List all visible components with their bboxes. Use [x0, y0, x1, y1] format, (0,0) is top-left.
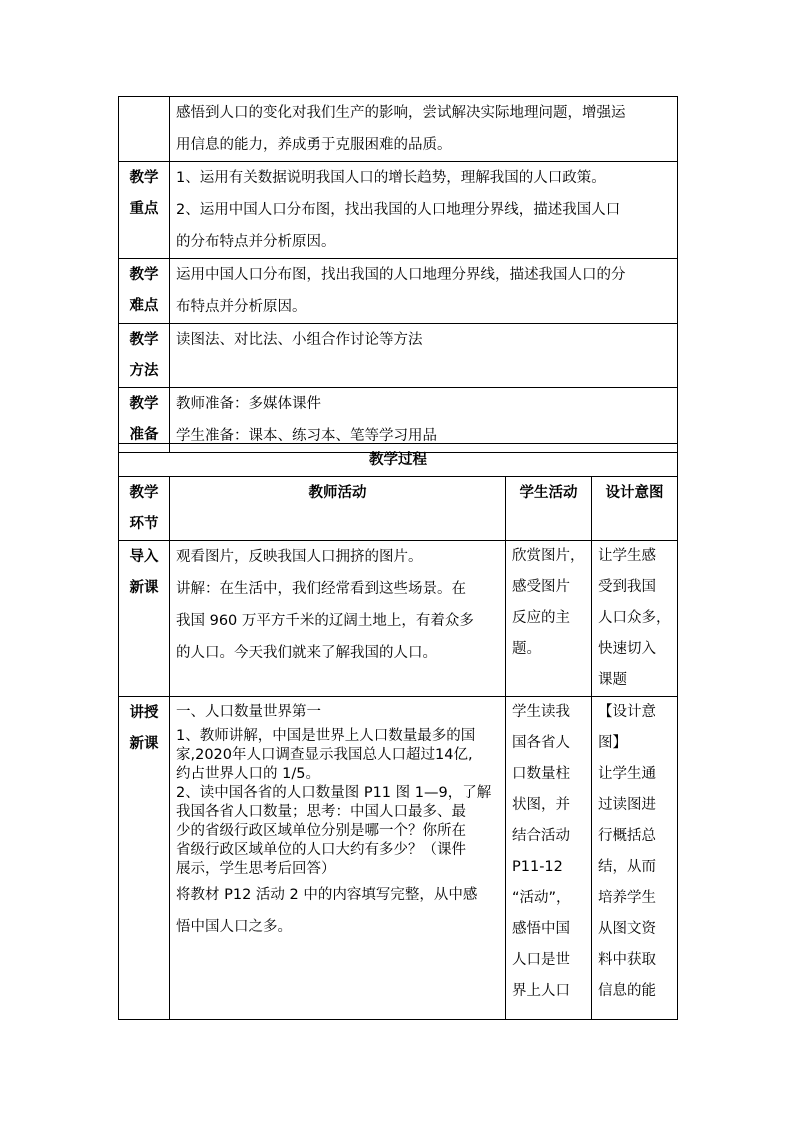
row-content: 1、运用有关数据说明我国人口的增长趋势，理解我国的人口政策。 2、运用中国人口分布图，找出我国的人口地理分界线，描述我国人口 的分布特点并分析原因。 — [170, 162, 678, 259]
lesson-plan-table — [118, 96, 678, 453]
design-intent-cell: 让学生感 受到我国 人口众多， 快速切入 课题 — [592, 541, 678, 697]
process-title: 教学过程 — [119, 444, 678, 477]
header-stage: 教学 环节 — [119, 477, 170, 541]
table-row — [119, 162, 678, 259]
header-student-activity: 学生活动 — [506, 477, 592, 541]
row-label: 教学 难点 — [119, 259, 170, 324]
table-row — [119, 97, 678, 162]
table-row — [119, 697, 678, 1020]
header-design-intent: 设计意图 — [592, 477, 678, 541]
row-label: 教学 方法 — [119, 324, 170, 388]
row-content: 读图法、对比法、小组合作讨论等方法 — [170, 324, 678, 388]
row-label — [119, 97, 170, 162]
design-intent-cell: 【设计意 图】 让学生通 过读图进 行概括总 结，从而 培养学生 从图文资 料中获取 信息的能 — [592, 697, 678, 1020]
row-content: 教师准备：多媒体课件 学生准备：课本、练习本、笔等学习用品 — [170, 388, 678, 453]
student-activity-cell: 学生读我 国各省人 口数量柱 状图，并 结合活动 P11-12 “活动”， 感悟中国 人口是世 界上人口 — [506, 697, 592, 1020]
row-content: 感悟到人口的变化对我们生产的影响，尝试解决实际地理问题，增强运 用信息的能力，养成勇于克服困难的品质。 — [170, 97, 678, 162]
table-row — [119, 259, 678, 324]
row-label: 教学 重点 — [119, 162, 170, 259]
header-teacher-activity: 教师活动 — [170, 477, 506, 541]
teacher-activity-cell: 观看图片，反映我国人口拥挤的图片。 讲解：在生活中，我们经常看到这些场景。在 我国 960 万平方千米的辽阔土地上，有着众多 的人口。今天我们就来了解我国的人口。 — [170, 541, 506, 697]
stage-cell: 讲授 新课 — [119, 697, 170, 1020]
table-row — [119, 541, 678, 697]
row-content: 运用中国人口分布图，找出我国的人口地理分界线，描述我国人口的分 布特点并分析原因。 — [170, 259, 678, 324]
stage-cell: 导入 新课 — [119, 541, 170, 697]
teaching-process-table — [118, 443, 678, 1020]
row-label: 教学 准备 — [119, 388, 170, 453]
teacher-activity-cell: 一、人口数量世界第一 1、教师讲解，中国是世界上人口数量最多的国 家,2020年人口调查显示我国总人口超过14亿, 约占世界人口的 1/5。 2、读中国各省的人口数量图 P11 图 1—9，了解 我国各省人口数量；思考：中国人口最多、最 少的省级行政区域单位分别是哪一个？你所在 省级行政区域单位的人口大约有多少？（课件 展示，学生思考后回答） 将教材 P12 活动 2 中的内容填写完整，从中感 悟中国人口之多。 — [170, 697, 506, 1020]
student-activity-cell: 欣赏图片， 感受图片 反应的主 题。 — [506, 541, 592, 697]
table-row — [119, 324, 678, 388]
